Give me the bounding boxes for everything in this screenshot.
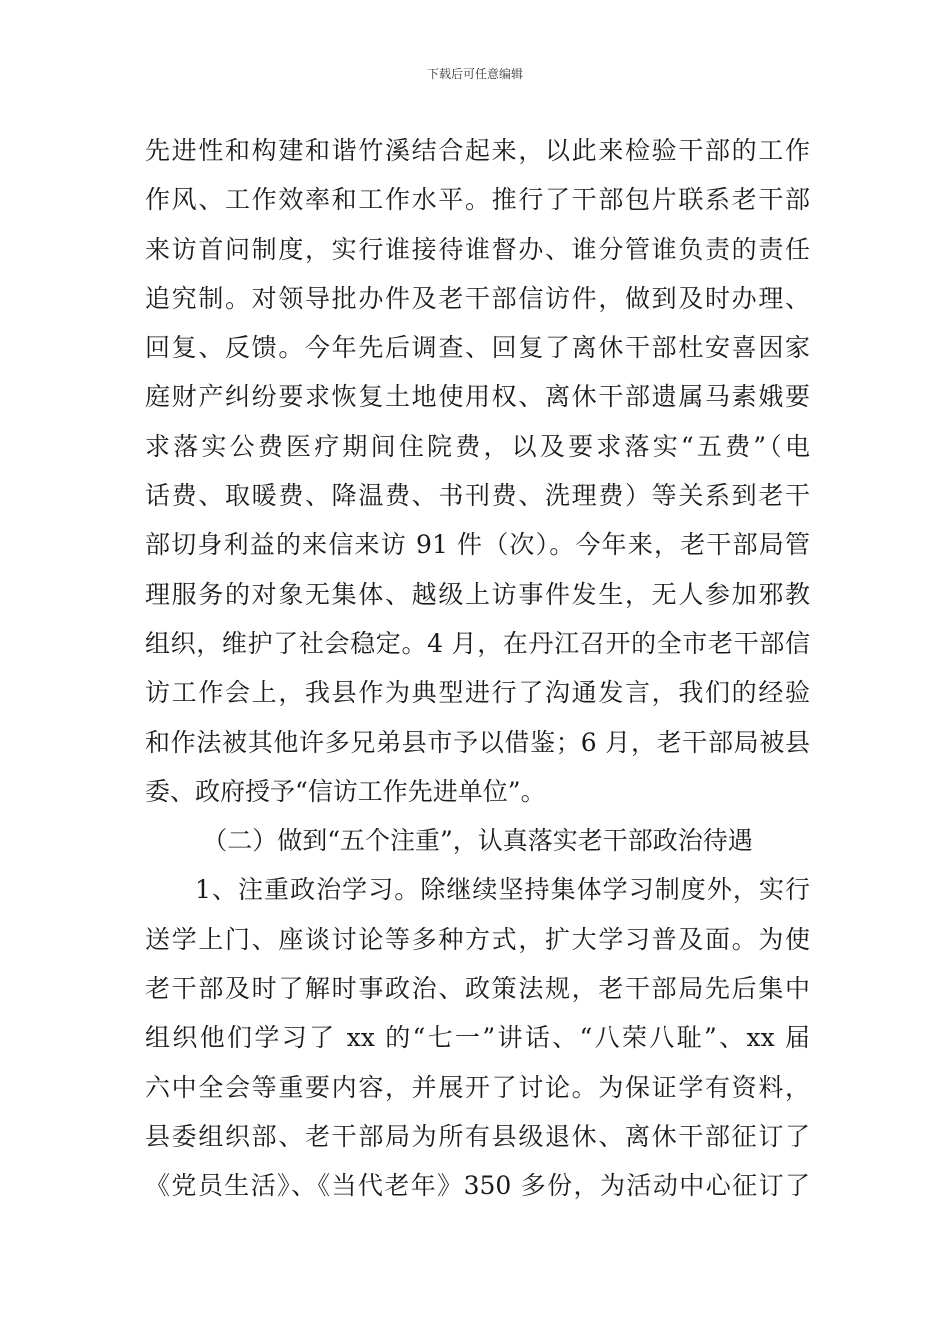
text-line: 1、注重政治学习。除继续坚持集体学习制度外，实行 (195, 875, 810, 905)
text-line: 作风、工作效率和工作水平。推行了干部包片联系老干部 (145, 185, 810, 215)
text-line: 访工作会上，我县作为典型进行了沟通发言，我们的经验 (145, 678, 810, 708)
page-header: 下载后可任意编辑 (426, 67, 523, 81)
text-line: 组织他们学习了 xx 的“七一”讲话、“八荣八耻”、xx 届 (145, 1023, 810, 1053)
text-line: 《党员生活》、《当代老年》350 多份，为活动中心征订了 (145, 1171, 810, 1201)
text-line: 组织，维护了社会稳定。4 月，在丹江召开的全市老干部信 (145, 628, 810, 658)
text-line: 部切身利益的来信来访 91 件（次）。今年来，老干部局管 (145, 530, 810, 560)
text-line: 庭财产纠纷要求恢复土地使用权、离休干部遗属马素娥要 (145, 382, 810, 412)
text-line: 六中全会等重要内容，并展开了讨论。为保证学有资料， (145, 1072, 810, 1102)
text-line: 送学上门、座谈讨论等多种方式，扩大学习普及面。为使 (145, 924, 810, 954)
text-line: 委、政府授予“信访工作先进单位”。 (145, 776, 546, 806)
text-line: 理服务的对象无集体、越级上访事件发生，无人参加邪教 (145, 579, 810, 609)
section-heading: （二）做到“五个注重”，认真落实老干部政治待遇 (202, 826, 753, 856)
text-line: 回复、反馈。今年先后调查、回复了离休干部杜安喜因家 (145, 333, 810, 363)
text-line: 老干部及时了解时事政治、政策法规，老干部局先后集中 (145, 974, 810, 1004)
text-line: 追究制。对领导批办件及老干部信访件，做到及时办理、 (145, 283, 810, 313)
text-line: 和作法被其他许多兄弟县市予以借鉴；6 月，老干部局被县 (145, 727, 810, 757)
document-body (145, 126, 810, 1211)
text-line: 求落实公费医疗期间住院费，以及要求落实“五费”（电 (145, 431, 810, 461)
text-line: 先进性和构建和谐竹溪结合起来，以此来检验干部的工作 (145, 136, 810, 165)
text-line: 话费、取暖费、降温费、书刊费、洗理费）等关系到老干 (145, 481, 810, 511)
text-line: 来访首问制度，实行谁接待谁督办、谁分管谁负责的责任 (145, 234, 810, 264)
text-line: 县委组织部、老干部局为所有县级退休、离休干部征订了 (145, 1121, 810, 1151)
